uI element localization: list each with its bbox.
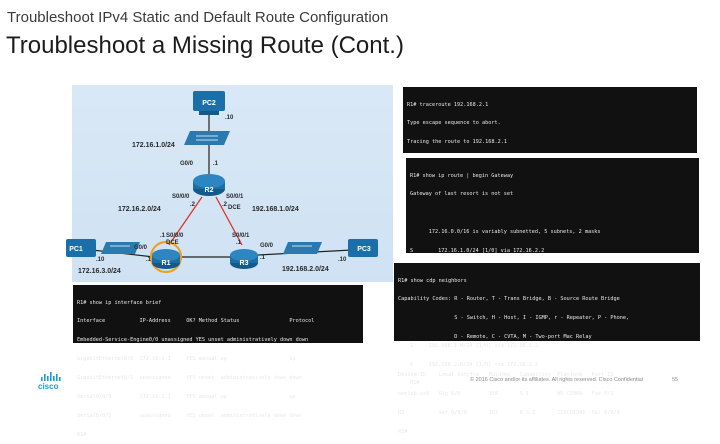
- r2-g00-label: G0/0: [180, 161, 194, 167]
- r1-router-icon: [151, 242, 181, 272]
- net-right-lan-label: 192.168.2.0/24: [282, 266, 329, 273]
- terminal-line: GigabitEthernet0/0 172.16.3.1 YES manual up up: [77, 356, 296, 363]
- r2-router-icon: [193, 174, 225, 196]
- r1-ip-label: .1: [160, 233, 166, 239]
- top-switch-icon: [184, 131, 230, 145]
- terminal-line: 172.16.0.0/16 is variably subnetted, 5 subnets, 2 masks: [410, 229, 601, 236]
- r1-label: R1: [161, 260, 171, 267]
- r2-g00-ip-label: .1: [213, 161, 219, 167]
- terminal-line: Embedded-Service-Engine0/0 unassigned YES unset administratively down down: [77, 337, 309, 344]
- terminal-line: S 172.16.1.0/24 [1/0] via 172.16.2.2: [410, 248, 545, 255]
- terminal-line: Gateway of last resort is not set: [410, 191, 514, 198]
- pc2-label: PC2: [202, 100, 216, 107]
- r3-g00-ip-label: .1: [260, 255, 266, 261]
- terminal-line: R2 Ser 0/0/0 153 R S I CISCO1941 Ser 0/0/0: [398, 409, 620, 416]
- r3-router-icon: [230, 249, 258, 269]
- net-right-serial-label: 192.168.1.0/24: [252, 206, 299, 213]
- r2-s000-label: S0/0/0: [172, 194, 190, 200]
- terminal-line: R1# show cdp neighbors: [398, 277, 467, 284]
- pc2-icon: [193, 91, 225, 115]
- terminal-line: Serial0/0/1 unassigned YES unset administratively down down: [77, 412, 302, 419]
- topology-svg: [69, 85, 393, 282]
- terminal-line: R1# traceroute 192.168.2.1: [407, 101, 489, 108]
- r2-s001-label: S0/0/1: [226, 194, 244, 200]
- pc1-icon: [66, 239, 96, 257]
- ip-interface-brief-output: [73, 285, 363, 438]
- r1-s000-label: S0/0/0: [166, 233, 184, 239]
- slide-subtitle: Troubleshoot IPv4 Static and Default Route Configuration: [7, 9, 389, 26]
- pc3-icon: [348, 239, 378, 257]
- r1-g00-ip-label: .1: [146, 257, 152, 263]
- terminal-line: S 192.168.1.0/24 [1/0] via 172.16.2.2: [410, 342, 539, 349]
- slide-title: Troubleshoot a Missing Route (Cont.): [6, 32, 404, 59]
- terminal-line: Capability Codes: R - Router, T - Trans Bridge, B - Source Route Bridge: [398, 296, 620, 303]
- terminal-line: Device ID Local Intrfce Holdtme Capability Platform Port ID: [398, 372, 614, 379]
- pc3-ip-label: .10: [338, 257, 347, 263]
- terminal-line: Interface IP-Address OK? Method Status Protocol: [77, 318, 315, 325]
- page-number: 55: [672, 377, 679, 383]
- terminal-line: R1#: [77, 431, 87, 438]
- net-top-label: 172.16.1.0/24: [132, 142, 175, 149]
- copyright-notice: © 2016 Cisco and/or its affiliates. All rights reserved. Cisco Confidential: [470, 377, 644, 383]
- pc1-ip-label: .10: [96, 257, 105, 263]
- terminal-line: S - Switch, H - Host, I - IGMP, r - Repeater, P - Phone,: [398, 315, 630, 322]
- pc2-ip-label: .10: [225, 115, 234, 121]
- r3-ip-label: .1: [236, 240, 242, 246]
- r1-g00-label: G0/0: [134, 245, 148, 251]
- r3-label: R3: [239, 260, 249, 267]
- terminal-line: D - Remote, C - CVTA, M - Two-port Mac Relay: [398, 334, 592, 341]
- r2-s000-ip-label: .2: [190, 202, 196, 208]
- net-left-serial-label: 172.16.2.0/24: [118, 206, 161, 213]
- terminal-line: Tracing the route to 192.168.2.1: [407, 139, 507, 146]
- network-topology-diagram: [69, 85, 393, 282]
- terminal-line: GigabitEthernet0/1 unassigned YES unset administratively down down: [77, 375, 302, 382]
- terminal-line: S 192.168.2.0/24 [1/0] via 172.16.2.2: [410, 361, 539, 368]
- r3-g00-label: G0/0: [260, 243, 274, 249]
- terminal-line: Type escape sequence to abort.: [407, 120, 501, 127]
- slide-footer: [0, 361, 720, 405]
- terminal-line: netlab-cs5 Gig 0/0 156 S I WS-C2960- Fas 0/1: [398, 390, 614, 397]
- traceroute-output: [403, 87, 697, 153]
- terminal-line: [398, 353, 696, 359]
- r2-label: R2: [204, 187, 214, 194]
- right-switch-icon: [283, 242, 322, 254]
- r1-dce-label: DCE: [166, 240, 179, 246]
- pc3-label: PC3: [357, 246, 371, 253]
- r2-dce-label: DCE: [228, 205, 241, 211]
- net-left-lan-label: 172.16.3.0/24: [78, 268, 121, 275]
- r2-s001-ip-label: .2: [222, 202, 228, 208]
- terminal-line: Serial0/0/0 172.16.2.1 YES manual up up: [77, 394, 296, 401]
- cisco-logo-text: cisco: [38, 382, 59, 391]
- terminal-line: R1# show ip route | begin Gateway: [410, 172, 514, 179]
- terminal-line: R1#: [410, 380, 420, 387]
- pc1-label: PC1: [69, 246, 83, 253]
- terminal-line: R1#: [398, 428, 408, 435]
- terminal-line: [410, 210, 695, 216]
- r3-s001-label: S0/0/1: [232, 233, 250, 239]
- terminal-line: R1# show ip interface brief: [77, 299, 162, 306]
